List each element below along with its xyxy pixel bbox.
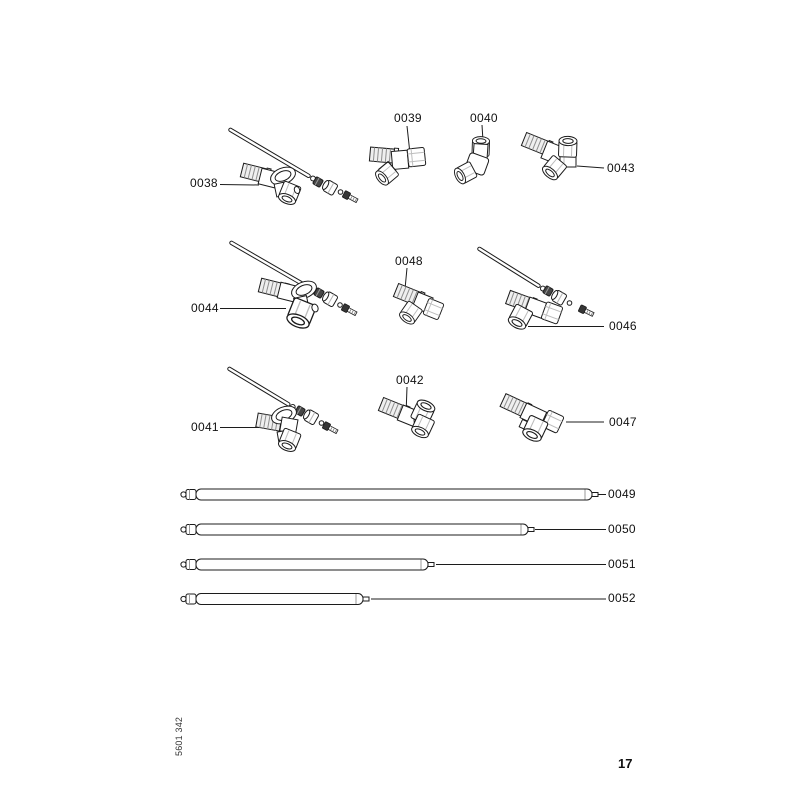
part-0042-drawing (378, 397, 437, 440)
part-label-0043: 0043 (607, 161, 635, 175)
part-0040-drawing (452, 136, 490, 185)
part-0050-drawing (181, 524, 534, 535)
part-0039-drawing (369, 146, 426, 187)
screw (322, 422, 339, 435)
page-number: 17 (618, 756, 633, 771)
screw (341, 304, 358, 317)
part-label-0052: 0052 (608, 591, 636, 605)
union-nut (407, 147, 426, 167)
part-0048-drawing (393, 283, 444, 327)
probe-tube (227, 366, 296, 410)
part-label-0047: 0047 (609, 415, 637, 429)
doc-code: 5601 342 (174, 716, 184, 756)
part-label-0044: 0044 (191, 301, 219, 315)
part-label-0038: 0038 (190, 176, 218, 190)
part-label-0040: 0040 (470, 111, 498, 125)
part-0049-drawing (181, 489, 598, 500)
washer (338, 303, 343, 308)
screw (342, 191, 359, 204)
part-0038-drawing (228, 127, 359, 207)
part-0041-drawing (227, 366, 339, 454)
part-0044-drawing (229, 240, 358, 331)
part-label-0048: 0048 (395, 254, 423, 268)
part-label-0050: 0050 (608, 522, 636, 536)
part-0046-drawing (477, 246, 595, 332)
part-label-0039: 0039 (394, 111, 422, 125)
part-label-0046: 0046 (609, 319, 637, 333)
part-0051-drawing (181, 559, 434, 570)
part-0043-drawing (521, 132, 577, 183)
probe-tube (477, 246, 546, 292)
washer (319, 421, 324, 426)
part-0047-drawing (500, 393, 565, 444)
part-label-0042: 0042 (396, 373, 424, 387)
union-nut (558, 136, 577, 157)
part-0052-drawing (181, 594, 369, 605)
part-label-0041: 0041 (191, 420, 219, 434)
union-nut (285, 297, 317, 331)
washer (338, 190, 343, 195)
washer (567, 301, 572, 306)
part-label-0051: 0051 (608, 557, 636, 571)
screw (578, 305, 595, 318)
part-label-0049: 0049 (608, 487, 636, 501)
